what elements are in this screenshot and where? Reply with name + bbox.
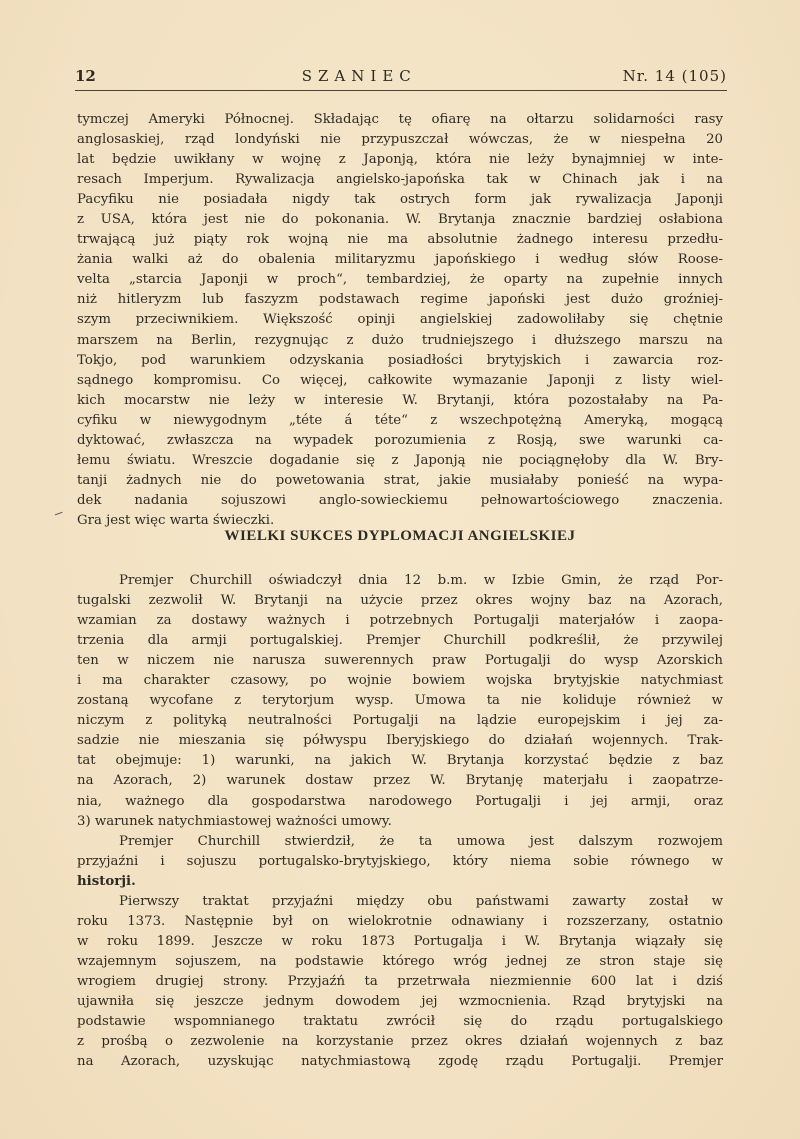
text-line: sądnego kompromisu. Co więcej, całkowite wymazanie Japonji z listy wiel- [77,372,723,388]
issue-number: Nr. 14 (105) [622,67,727,85]
text-line: Premjer Churchill stwierdził, że ta umowa jest dalszym rozwojem [119,834,723,849]
text-line: resach Imperjum. Rywalizacja angielsko-japońska tak w Chinach jak i na [77,172,723,188]
text-line: trwającą już piąty rok wojną nie ma absolutnie żadnego interesu przedłu- [77,232,723,248]
text-line: trzenia dla armji portugalskiej. Premjer Churchill podkreślił, że przywilej [77,633,723,649]
text-line: żania walki aż do obalenia militaryzmu japońskiego i według słów Roose- [77,252,723,268]
text-line: z prośbą o zezwolenie na korzystanie przez okres działań wojennych z baz [77,1034,723,1050]
text-line: niż hitleryzm lub faszyzm podstawach regime japoński jest dużo groźniej- [77,292,723,308]
text-line: wzajemnym sojuszem, na podstawie którego wróg jednej ze stron staje się [77,954,723,970]
text-line: marszem na Berlin, rezygnując z dużo trudniejszego i dłuższego marszu na [77,332,723,348]
text-line: łemu światu. Wreszcie dogadanie się z Japonją nie pociągnęłoby dla W. Bry- [77,452,723,468]
text-line: Gra jest więc warta świeczki. [77,512,275,528]
text-line: nia, ważnego dla gospodarstwa narodowego Portugalji i jej armji, oraz [77,793,723,809]
text-line: cyfiku w niewygodnym „téte á téte“ z wszechpotężną Ameryką, mogącą [77,412,723,428]
text-line: Pierwszy traktat przyjaźni między obu państwami zawarty został w [119,894,723,909]
page-header [75,67,727,89]
text-line: dyktować, zwłaszcza na wypadek porozumienia z Rosją, swe warunki ca- [77,432,723,448]
text-line: anglosaskiej, rząd londyński nie przypuszczał wówczas, że w niespełna 20 [77,132,723,148]
text-line: podstawie wspomnianego traktatu zwrócił się do rządu portugalskiego [77,1014,723,1030]
text-line: tugalski zezwolił W. Brytanji na użycie przez okres wojny baz na Azorach, [77,593,723,609]
paragraph-2 [77,832,723,892]
text-line: lat będzie uwikłany w wojnę z Japonją, która nie leży bynajmniej w inte- [77,152,723,168]
text-line: 3) warunek natychmiastowej ważności umowy. [77,813,392,829]
text-line: wzamian za dostawy ważnych i potrzebnych Portugalji materjałów i zaopa- [77,613,723,629]
text-line: na Azorach, 2) warunek dostaw przez W. Brytanję materjału i zaopatrze- [77,773,723,789]
text-line: niczym z polityką neutralności Portugalji na lądzie europejskim i jej za- [77,713,723,729]
text-line: roku 1373. Następnie był on wielokrotnie odnawiany i rozszerzany, ostatnio [77,914,723,930]
section-title: WIELKI SUKCES DYPLOMACJI ANGIELSKIEJ [224,528,576,544]
publication-title: SZANIEC [301,67,417,85]
text-line: wrogiem drugiej strony. Przyjaźń ta przetrwała niezmiennie 600 lat i dziś [77,974,723,990]
text-line: Premjer Churchill oświadczył dnia 12 b.m. w Izbie Gmin, że rząd Por- [119,573,723,588]
text-line: tat obejmuje: 1) warunki, na jakich W. Brytanja korzystać będzie z baz [77,753,723,769]
text-line: zostaną wycofane z terytorjum wysp. Umowa ta nie koliduje również w [77,693,723,709]
text-line: Tokjo, pod warunkiem odzyskania posiadłości brytyjskich i zawarcia roz- [77,352,723,368]
text-line: szym przeciwnikiem. Większość opinji angielskiej zadowoliłaby się chętnie [77,312,723,328]
header-rule [75,90,727,93]
text-line: velta „starcia Japonji w proch“, tembardziej, że oparty na zupełnie innych [77,272,723,288]
text-line: ten w niczem nie narusza suwerennych praw Portugalji do wysp Azorskich [77,653,723,669]
paragraph-1 [77,571,723,832]
paragraph-3 [77,892,723,1072]
text-line: tymczej Ameryki Północnej. Składając tę ofiarę na ołtarzu solidarności rasy [77,112,723,127]
text-line: historji. [77,874,136,890]
text-line: przyjaźni i sojuszu portugalsko-brytyjskiego, który niema sobie równego w [77,854,723,870]
text-line: i ma charakter czasowy, po wojnie bowiem wojska brytyjskie natychmiast [77,673,723,689]
page-number: 12 [75,67,96,85]
text-line: dek nadania sojuszowi anglo-sowieckiemu pełnowartościowego znaczenia. [77,492,723,508]
text-line: na Azorach, uzyskując natychmiastową zgodę rządu Portugalji. Premjer [77,1054,723,1070]
margin-mark [55,512,64,518]
text-line: tanji żadnych nie do powetowania strat, jakie musiałaby ponieść na wypa- [77,472,723,488]
text-line: w roku 1899. Jeszcze w roku 1873 Portugalja i W. Brytanja wiązały się [77,934,723,950]
text-line: z USA, która jest nie do pokonania. W. Brytanja znacznie bardziej osłabiona [77,212,723,228]
text-line: Pacyfiku nie posiadała nigdy tak ostrych form jak rywalizacja Japonji [77,192,723,208]
text-line: ujawniła się jeszcze jednym dowodem jej wzmocnienia. Rząd brytyjski na [77,994,723,1010]
text-line: sadzie nie mieszania się półwyspu Iberyjskiego do działań wojennych. Trak- [77,733,723,749]
text-line: kich mocarstw nie leży w interesie W. Brytanji, która pozostałaby na Pa- [77,392,723,408]
article-continued [77,110,723,531]
